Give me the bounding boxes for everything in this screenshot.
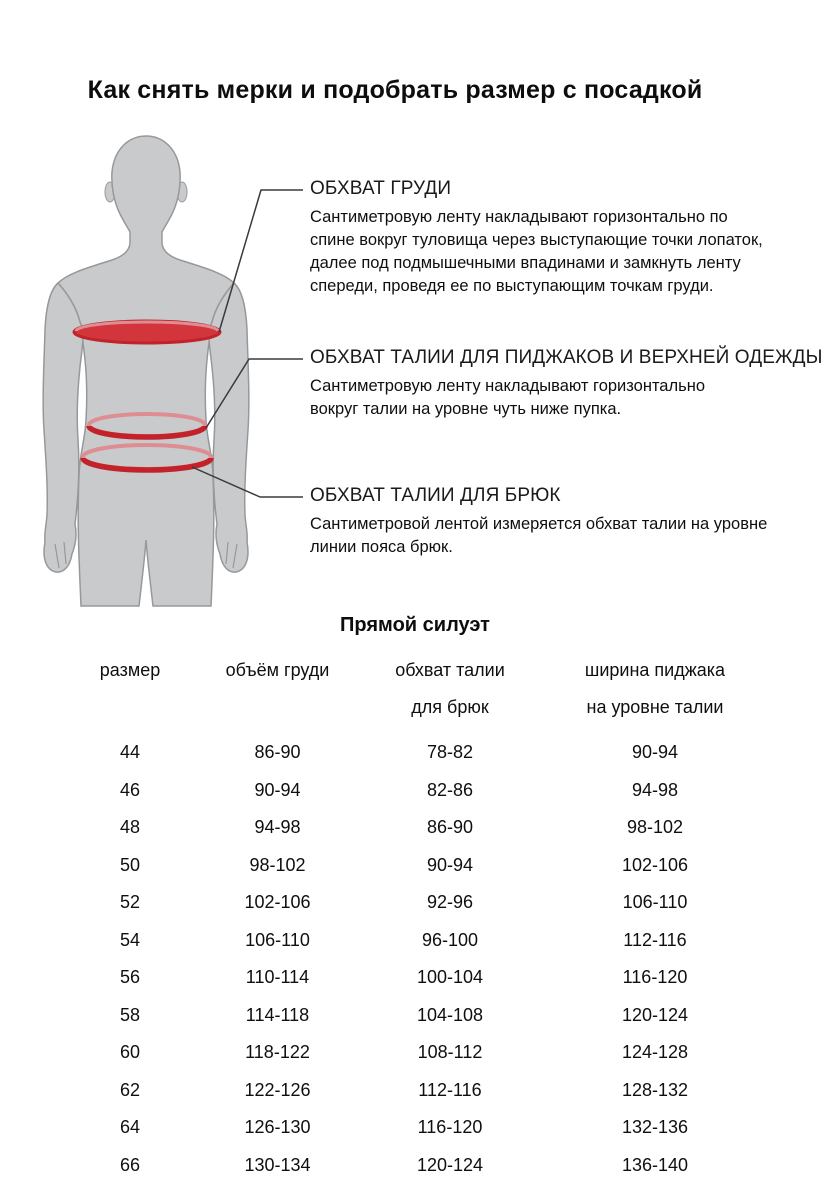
table-cell: 86-90 bbox=[426, 817, 474, 838]
table-cell: 110-114 bbox=[245, 967, 310, 988]
column-header-line: на уровне талии bbox=[586, 697, 724, 717]
table-cell: 124-128 bbox=[621, 1042, 689, 1063]
table-cell: 108-112 bbox=[417, 1042, 483, 1063]
body-text-line: Сантиметровую ленту накладывают горизонтально по bbox=[310, 208, 728, 226]
table-cell: 118-122 bbox=[245, 1042, 310, 1063]
table-cell: 130-134 bbox=[244, 1155, 311, 1176]
table-row bbox=[85, 959, 790, 997]
table-cell: 90-94 bbox=[631, 742, 679, 762]
table-cell: 122-126 bbox=[244, 1079, 311, 1100]
table-row bbox=[85, 734, 790, 772]
column-header-chest bbox=[175, 660, 380, 717]
table-row bbox=[85, 1109, 790, 1147]
section-chest bbox=[310, 178, 763, 298]
body-text-line: линии пояса брюк. bbox=[310, 538, 453, 556]
table-cell: 94-98 bbox=[254, 817, 301, 838]
measurement-figure bbox=[20, 130, 310, 610]
table-cell: 120-124 bbox=[621, 1004, 689, 1025]
column-header-line: ширина пиджака bbox=[584, 660, 726, 680]
table-title: Прямой силуэт bbox=[340, 614, 490, 636]
column-header-jacket-width bbox=[520, 660, 790, 717]
table-cell: 90-94 bbox=[426, 854, 474, 875]
table-cell: 52 bbox=[119, 892, 141, 913]
table-cell: 78-82 bbox=[426, 742, 474, 762]
table-cell: 94-98 bbox=[631, 779, 679, 800]
table-cell: 92-96 bbox=[426, 892, 474, 913]
body-text-line: спине вокруг туловища через выступающие точки лопаток, bbox=[310, 231, 763, 249]
table-cell: 82-86 bbox=[426, 779, 474, 800]
table-cell: 100-104 bbox=[416, 967, 484, 988]
table-cell: 102-106 bbox=[244, 892, 311, 913]
table-cell: 60 bbox=[119, 1042, 141, 1063]
table-cell: 102-106 bbox=[621, 854, 689, 875]
column-header-size bbox=[85, 660, 175, 717]
table-cell: 64 bbox=[119, 1117, 141, 1138]
table-cell: 50 bbox=[119, 854, 141, 875]
table-row bbox=[85, 847, 790, 885]
column-header-trouser-waist bbox=[380, 660, 520, 717]
table-row bbox=[85, 1147, 790, 1185]
column-header-line: размер bbox=[99, 660, 161, 680]
column-header-line: объём груди bbox=[225, 660, 330, 680]
body-text-line: далее под подмышечными впадинами и замкнуть ленту bbox=[310, 254, 741, 272]
table-row bbox=[85, 772, 790, 810]
table-cell: 106-110 bbox=[245, 929, 310, 950]
section-chest-body bbox=[310, 206, 763, 298]
table-cell: 86-90 bbox=[254, 742, 301, 762]
table-cell: 112-116 bbox=[418, 1079, 482, 1100]
table-cell: 48 bbox=[119, 817, 141, 838]
column-header-line: для брюк bbox=[411, 697, 489, 717]
table-cell: 90-94 bbox=[254, 779, 301, 800]
body-text-line: спереди, проведя ее по выступающим точкам груди. bbox=[310, 277, 714, 295]
table-cell: 106-110 bbox=[622, 892, 688, 913]
table-cell: 62 bbox=[119, 1079, 141, 1100]
body-text-line: Сантиметровую ленту накладывают горизонтально bbox=[310, 377, 706, 395]
table-cell: 126-130 bbox=[244, 1117, 311, 1138]
section-trouser-waist bbox=[310, 485, 767, 559]
table-cell: 120-124 bbox=[416, 1155, 484, 1176]
table-cell: 98-102 bbox=[626, 817, 684, 838]
table-cell: 54 bbox=[119, 929, 141, 950]
table-cell: 104-108 bbox=[416, 1004, 484, 1025]
table-cell: 112-116 bbox=[623, 929, 687, 950]
table-cell: 58 bbox=[119, 1004, 141, 1025]
table-cell: 66 bbox=[119, 1155, 141, 1176]
table-cell: 44 bbox=[119, 742, 141, 762]
section-chest-heading: ОБХВАТ ГРУДИ bbox=[310, 178, 452, 199]
table-row bbox=[85, 1072, 790, 1110]
table-cell: 136-140 bbox=[621, 1155, 689, 1176]
left-arm-shape bbox=[43, 283, 83, 572]
table-row bbox=[85, 809, 790, 847]
table-cell: 116-120 bbox=[417, 1117, 483, 1138]
section-trouser-waist-body bbox=[310, 513, 767, 559]
table-cell: 114-118 bbox=[245, 1004, 310, 1025]
size-table-header bbox=[85, 660, 790, 717]
table-row bbox=[85, 997, 790, 1035]
size-table-body bbox=[85, 734, 790, 1185]
table-cell: 96-100 bbox=[421, 929, 479, 950]
body-text-line: Сантиметровой лентой измеряется обхват талии на уровне bbox=[310, 515, 768, 533]
right-arm-shape bbox=[209, 283, 249, 572]
table-row bbox=[85, 884, 790, 922]
section-jacket-waist bbox=[310, 347, 823, 421]
table-cell: 56 bbox=[119, 967, 141, 988]
body-text-line: вокруг талии на уровне чуть ниже пупка. bbox=[310, 400, 622, 418]
table-cell: 128-132 bbox=[621, 1079, 689, 1100]
table-row bbox=[85, 1034, 790, 1072]
table-cell: 132-136 bbox=[621, 1117, 689, 1138]
table-cell: 46 bbox=[119, 779, 141, 800]
section-trouser-waist-heading: ОБХВАТ ТАЛИИ ДЛЯ БРЮК bbox=[310, 485, 561, 506]
table-row bbox=[85, 922, 790, 960]
page-title: Как снять мерки и подобрать размер с посадкой bbox=[87, 76, 703, 104]
body-silhouette bbox=[58, 136, 234, 606]
column-header-line: обхват талии bbox=[395, 660, 505, 680]
section-jacket-waist-heading: ОБХВАТ ТАЛИИ ДЛЯ ПИДЖАКОВ И ВЕРХНЕЙ ОДЕЖДЫ bbox=[310, 347, 823, 368]
table-cell: 98-102 bbox=[249, 854, 306, 875]
male-silhouette-graphic bbox=[20, 130, 310, 610]
section-jacket-waist-body bbox=[310, 375, 823, 421]
table-cell: 116-120 bbox=[622, 967, 688, 988]
